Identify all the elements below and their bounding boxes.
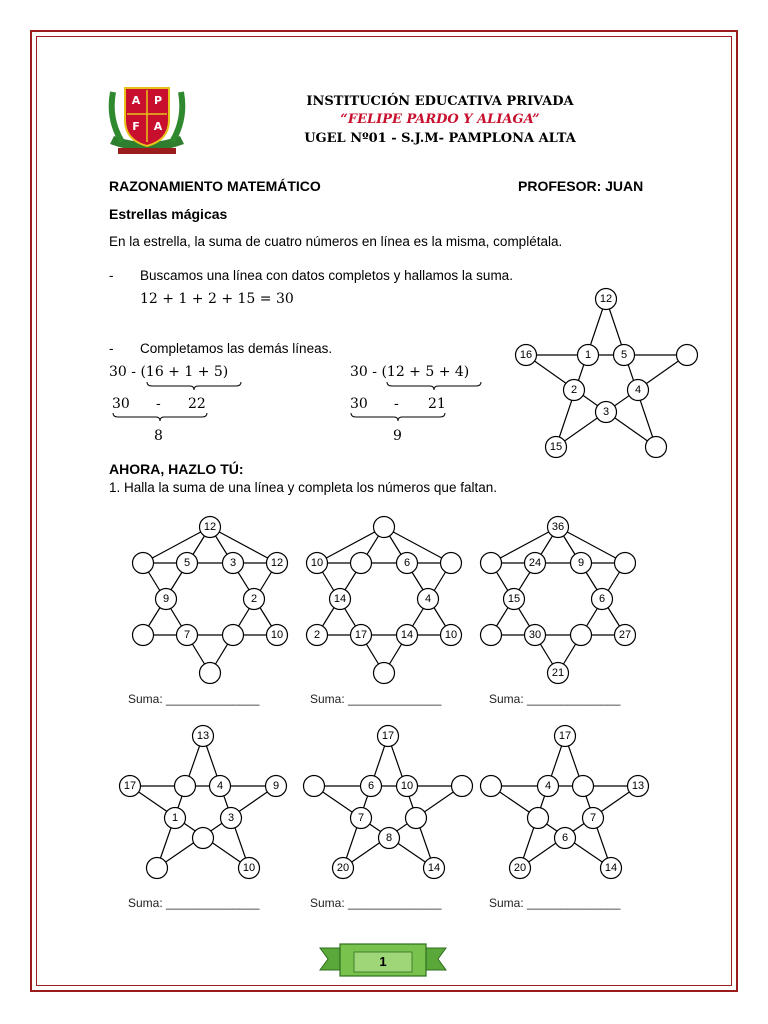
svg-text:4: 4 — [544, 780, 552, 792]
star-node — [333, 858, 354, 879]
star-node — [200, 663, 221, 684]
star-node — [133, 553, 154, 574]
star-node — [555, 726, 576, 747]
svg-text:20: 20 — [513, 862, 527, 874]
star-node — [307, 553, 328, 574]
svg-text:7: 7 — [357, 812, 365, 824]
star-node — [601, 858, 622, 879]
calc-b-left: 30 — [350, 396, 368, 412]
star-node — [424, 858, 445, 879]
calc-a-expression: 30 - (16 + 1 + 5) — [109, 364, 229, 380]
star-node — [516, 345, 537, 366]
teacher-name: PROFESOR: JUAN — [518, 178, 644, 194]
svg-text:24: 24 — [528, 557, 542, 569]
star-node — [592, 589, 613, 610]
star-node — [548, 517, 569, 538]
svg-text:9: 9 — [162, 593, 170, 605]
star-node — [555, 828, 576, 849]
star-node — [374, 517, 395, 538]
calc-a-right: 22 — [188, 396, 206, 412]
calc-b-brace — [386, 381, 482, 391]
svg-text:6: 6 — [403, 557, 411, 569]
star-node — [378, 726, 399, 747]
svg-text:15: 15 — [549, 441, 563, 453]
svg-text:7: 7 — [589, 812, 597, 824]
svg-text:17: 17 — [354, 629, 368, 641]
calc-b-minus: - — [394, 396, 399, 412]
star-node — [614, 345, 635, 366]
svg-text:12: 12 — [270, 557, 284, 569]
task1-text: 1. Halla la suma de una línea y completa los números que faltan. — [109, 480, 497, 495]
star-node — [573, 776, 594, 797]
svg-text:10: 10 — [242, 862, 256, 874]
star-node — [564, 380, 585, 401]
svg-text:17: 17 — [558, 730, 572, 742]
school-name: “FELIPE PARDO Y ALIAGA” — [340, 112, 540, 127]
star-node — [615, 553, 636, 574]
star-node — [156, 589, 177, 610]
star-node — [538, 776, 559, 797]
star-node — [441, 553, 462, 574]
svg-text:F: F — [132, 120, 140, 133]
step2-text: Completamos las demás líneas. — [140, 341, 333, 356]
star-node — [120, 776, 141, 797]
svg-text:6: 6 — [598, 593, 606, 605]
star-node — [165, 808, 186, 829]
star-node — [361, 776, 382, 797]
svg-text:15: 15 — [507, 593, 521, 605]
svg-text:3: 3 — [227, 812, 235, 824]
svg-text:17: 17 — [381, 730, 395, 742]
star-node — [239, 858, 260, 879]
svg-text:6: 6 — [367, 780, 375, 792]
svg-text:12: 12 — [599, 293, 613, 305]
star-node — [177, 553, 198, 574]
school-ugel: UGEL Nº01 - S.J.M- PAMPLONA ALTA — [304, 131, 576, 146]
star-node — [441, 625, 462, 646]
star-node — [177, 625, 198, 646]
svg-text:1: 1 — [171, 812, 179, 824]
svg-text:14: 14 — [427, 862, 441, 874]
star-node — [266, 776, 287, 797]
star-node — [481, 553, 502, 574]
step1-text: Buscamos una línea con datos completos y hallamos la suma. — [140, 268, 513, 283]
star-node — [193, 726, 214, 747]
star-node — [351, 625, 372, 646]
school-logo — [108, 84, 186, 158]
pentagram-star-1 — [115, 722, 295, 882]
star-node — [304, 776, 325, 797]
school-type: INSTITUCIÓN EDUCATIVA PRIVADA — [306, 94, 574, 109]
svg-text:A: A — [153, 120, 163, 133]
svg-text:27: 27 — [618, 629, 632, 641]
example-star — [505, 285, 705, 465]
svg-text:5: 5 — [183, 557, 191, 569]
star-node — [481, 625, 502, 646]
calc-b-result: 9 — [393, 428, 402, 444]
star-node — [548, 663, 569, 684]
example-equation: 12 + 1 + 2 + 15 = 30 — [140, 291, 294, 307]
suma-answer-3: Suma: ______________ — [489, 692, 621, 706]
star-node — [628, 380, 649, 401]
star-node — [596, 402, 617, 423]
svg-text:4: 4 — [634, 384, 642, 396]
star-node — [267, 625, 288, 646]
svg-text:2: 2 — [570, 384, 578, 396]
svg-text:14: 14 — [333, 593, 347, 605]
star-node — [397, 553, 418, 574]
star-node — [525, 553, 546, 574]
star-node — [351, 808, 372, 829]
calc-a-minus: - — [156, 396, 161, 412]
svg-text:P: P — [153, 94, 163, 107]
star-node — [351, 553, 372, 574]
svg-text:8: 8 — [385, 832, 393, 844]
star-node — [418, 589, 439, 610]
svg-text:16: 16 — [519, 349, 533, 361]
svg-text:17: 17 — [123, 780, 137, 792]
svg-text:30: 30 — [528, 629, 542, 641]
suma-answer-5: Suma: ______________ — [310, 896, 442, 910]
suma-answer-1: Suma: ______________ — [128, 692, 260, 706]
calc-a-result: 8 — [154, 428, 163, 444]
star-node — [374, 663, 395, 684]
svg-text:1: 1 — [584, 349, 592, 361]
star-node — [193, 828, 214, 849]
section-title: Estrellas mágicas — [109, 206, 228, 222]
star-node — [221, 808, 242, 829]
svg-text:A: A — [131, 94, 141, 107]
star-node — [244, 589, 265, 610]
svg-text:36: 36 — [551, 521, 565, 533]
intro-text: En la estrella, la suma de cuatro números en línea es la misma, complétala. — [109, 234, 563, 249]
star-node — [379, 828, 400, 849]
star-node — [677, 345, 698, 366]
star-node — [307, 625, 328, 646]
suma-answer-6: Suma: ______________ — [489, 896, 621, 910]
star-node — [133, 625, 154, 646]
hexagram-star-3 — [475, 510, 645, 685]
hexagram-star-1 — [125, 510, 295, 685]
now-title: AHORA, HAZLO TÚ: — [109, 461, 244, 477]
svg-text:21: 21 — [551, 667, 565, 679]
calc-b-expression: 30 - (12 + 5 + 4) — [350, 364, 470, 380]
star-node — [147, 858, 168, 879]
svg-text:14: 14 — [400, 629, 414, 641]
svg-text:10: 10 — [310, 557, 324, 569]
svg-text:9: 9 — [272, 780, 280, 792]
svg-text:10: 10 — [444, 629, 458, 641]
star-node — [397, 625, 418, 646]
step1-dash: - — [109, 268, 114, 283]
svg-text:6: 6 — [561, 832, 569, 844]
star-node — [571, 553, 592, 574]
star-node — [528, 808, 549, 829]
star-node — [330, 589, 351, 610]
star-node — [200, 517, 221, 538]
star-node — [267, 553, 288, 574]
star-node — [583, 808, 604, 829]
svg-text:12: 12 — [203, 521, 217, 533]
star-node — [481, 776, 502, 797]
step2-dash: - — [109, 341, 114, 356]
star-node — [546, 437, 567, 458]
subject-title: RAZONAMIENTO MATEMÁTICO — [109, 178, 321, 194]
svg-text:13: 13 — [196, 730, 210, 742]
star-node — [525, 625, 546, 646]
svg-text:2: 2 — [250, 593, 258, 605]
star-node — [223, 553, 244, 574]
star-node — [578, 345, 599, 366]
star-node — [615, 625, 636, 646]
svg-text:2: 2 — [313, 629, 321, 641]
star-node — [504, 589, 525, 610]
star-node — [397, 776, 418, 797]
star-node — [210, 776, 231, 797]
calc-b-right: 21 — [428, 396, 446, 412]
svg-text:7: 7 — [183, 629, 191, 641]
star-node — [571, 625, 592, 646]
svg-text:3: 3 — [229, 557, 237, 569]
svg-text:3: 3 — [602, 406, 610, 418]
svg-text:4: 4 — [216, 780, 224, 792]
calc-a-brace-2 — [112, 412, 208, 422]
calc-b-brace-2 — [350, 412, 446, 422]
star-node — [223, 625, 244, 646]
star-node — [452, 776, 473, 797]
star-node — [510, 858, 531, 879]
star-node — [175, 776, 196, 797]
hexagram-star-2 — [300, 510, 470, 685]
svg-text:14: 14 — [604, 862, 618, 874]
suma-answer-2: Suma: ______________ — [310, 692, 442, 706]
svg-text:4: 4 — [424, 593, 432, 605]
svg-text:9: 9 — [577, 557, 585, 569]
calc-a-brace — [146, 381, 242, 391]
suma-answer-4: Suma: ______________ — [128, 896, 260, 910]
pentagram-star-2 — [297, 722, 477, 882]
star-node — [596, 289, 617, 310]
svg-text:20: 20 — [336, 862, 350, 874]
pentagram-star-3 — [475, 722, 655, 882]
star-node — [646, 437, 667, 458]
svg-text:13: 13 — [631, 780, 645, 792]
star-node — [406, 808, 427, 829]
svg-text:10: 10 — [400, 780, 414, 792]
svg-text:10: 10 — [270, 629, 284, 641]
svg-text:5: 5 — [620, 349, 628, 361]
calc-a-left: 30 — [112, 396, 130, 412]
page-number: 1 — [379, 954, 387, 969]
star-node — [628, 776, 649, 797]
